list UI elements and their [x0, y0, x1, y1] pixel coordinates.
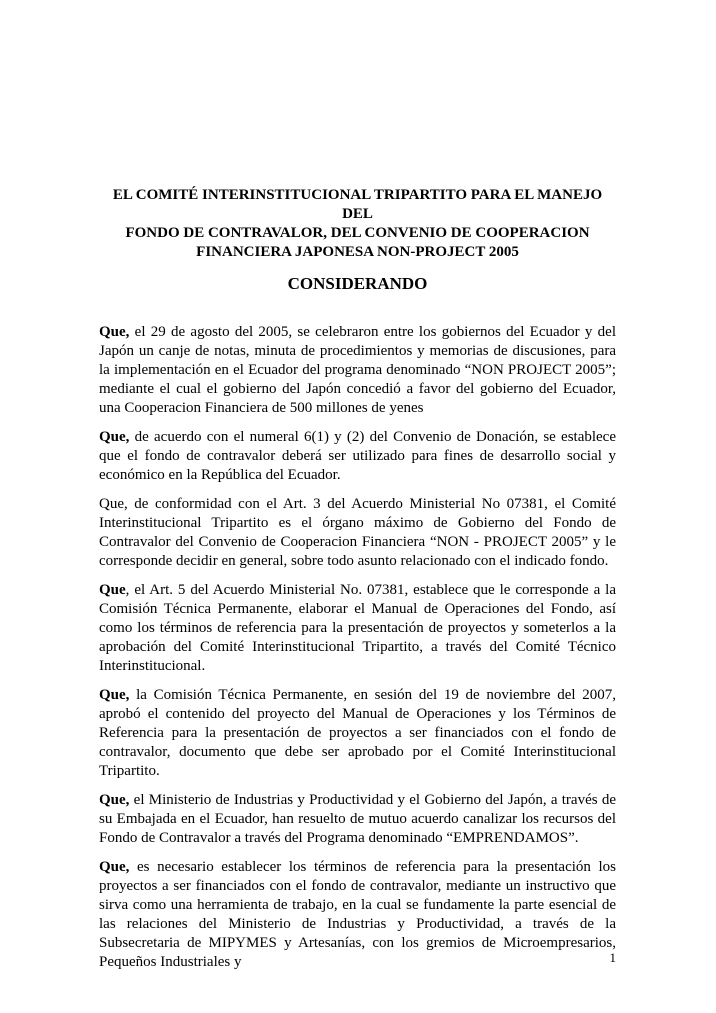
paragraph-lead: Que,: [99, 429, 130, 445]
paragraph-lead: Que,: [99, 496, 128, 512]
title-line-3: FINANCIERA JAPONESA NON-PROJECT 2005: [196, 244, 519, 260]
page-number: 1: [609, 950, 616, 965]
considerando-paragraph-7: [99, 858, 616, 972]
paragraph-lead: Que,: [99, 792, 130, 808]
considerando-paragraph-4: [99, 581, 616, 676]
paragraph-lead: Que,: [99, 687, 130, 703]
considerando-paragraph-6: [99, 791, 616, 848]
paragraph-text: es necesario establecer los términos de referencia para la presentación los proyectos a ser financiados con el fondo de contravalor, mediante un instructivo que sirva como una herramienta de trabajo, en la cual se fundamente la parte esencial de las relaciones del Ministerio de Industrias y Productividad, a través de la Subsecretaria de MIPYMES y Artesanías, con los gremios de Microempresarios, Pequeños Industriales y: [99, 859, 616, 970]
paragraph-text: , el Art. 5 del Acuerdo Ministerial No. 07381, establece que le corresponde a la Comisión Técnica Permanente, elaborar el Manual de Operaciones del Fondo, así como los términos de referencia para la presentación de proyectos y someterlos a la aprobación del Comité Interinstitucional Tripartito, a través del Comité Técnico Interinstitucional.: [99, 582, 616, 674]
paragraph-text: el Ministerio de Industrias y Productividad y el Gobierno del Japón, a través de su Embajada en el Ecuador, han resuelto de mutuo acuerdo canalizar los recursos del Fondo de Contravalor a través del Programa denominado “EMPRENDAMOS”.: [99, 792, 616, 846]
considerando-paragraphs: [99, 323, 616, 972]
considerando-paragraph-1: [99, 323, 616, 418]
title-line-1: EL COMITÉ INTERINSTITUCIONAL TRIPARTITO PARA EL MANEJO DEL: [112, 187, 603, 222]
paragraph-text: de conformidad con el Art. 3 del Acuerdo Ministerial No 07381, el Comité Interinstitucional Tripartito es el órgano máximo de Gobierno del Fondo de Contravalor del Convenio de Cooperacion Financiera “NON - PROJECT 2005” y le corresponde decidir en general, sobre todo asunto relacionado con el indicado fondo.: [99, 496, 616, 569]
paragraph-text: de acuerdo con el numeral 6(1) y (2) del Convenio de Donación, se establece que el fondo de contravalor deberá ser utilizado para fines de desarrollo social y económico en la República del Ecuador.: [99, 429, 616, 483]
paragraph-text: el 29 de agosto del 2005, se celebraron entre los gobiernos del Ecuador y del Japón un canje de notas, minuta de procedimientos y memorias de discusiones, para la implementación en el Ecuador del programa denominado “NON PROJECT 2005”; mediante el cual el gobierno del Japón concedió a favor del gobierno del Ecuador, una Cooperacion Financiera de 500 millones de yenes: [99, 324, 616, 416]
document-content: [99, 186, 616, 982]
paragraph-lead: Que,: [99, 859, 130, 875]
paragraph-lead: Que: [99, 582, 126, 598]
considerando-paragraph-3: [99, 495, 616, 571]
considerando-paragraph-5: [99, 686, 616, 781]
document-title: [99, 186, 616, 262]
considerando-heading: CONSIDERANDO: [287, 274, 428, 293]
considerando-paragraph-2: [99, 428, 616, 485]
paragraph-lead: Que,: [99, 324, 130, 340]
paragraph-text: la Comisión Técnica Permanente, en sesión del 19 de noviembre del 2007, aprobó el contenido del proyecto del Manual de Operaciones y los Términos de Referencia para la presentación de proyectos a ser financiados con el fondo de contravalor, documento que debe ser aprobado por el Comité Interinstitucional Tripartito.: [99, 687, 616, 779]
title-line-2: FONDO DE CONTRAVALOR, DEL CONVENIO DE COOPERACION: [125, 225, 590, 241]
